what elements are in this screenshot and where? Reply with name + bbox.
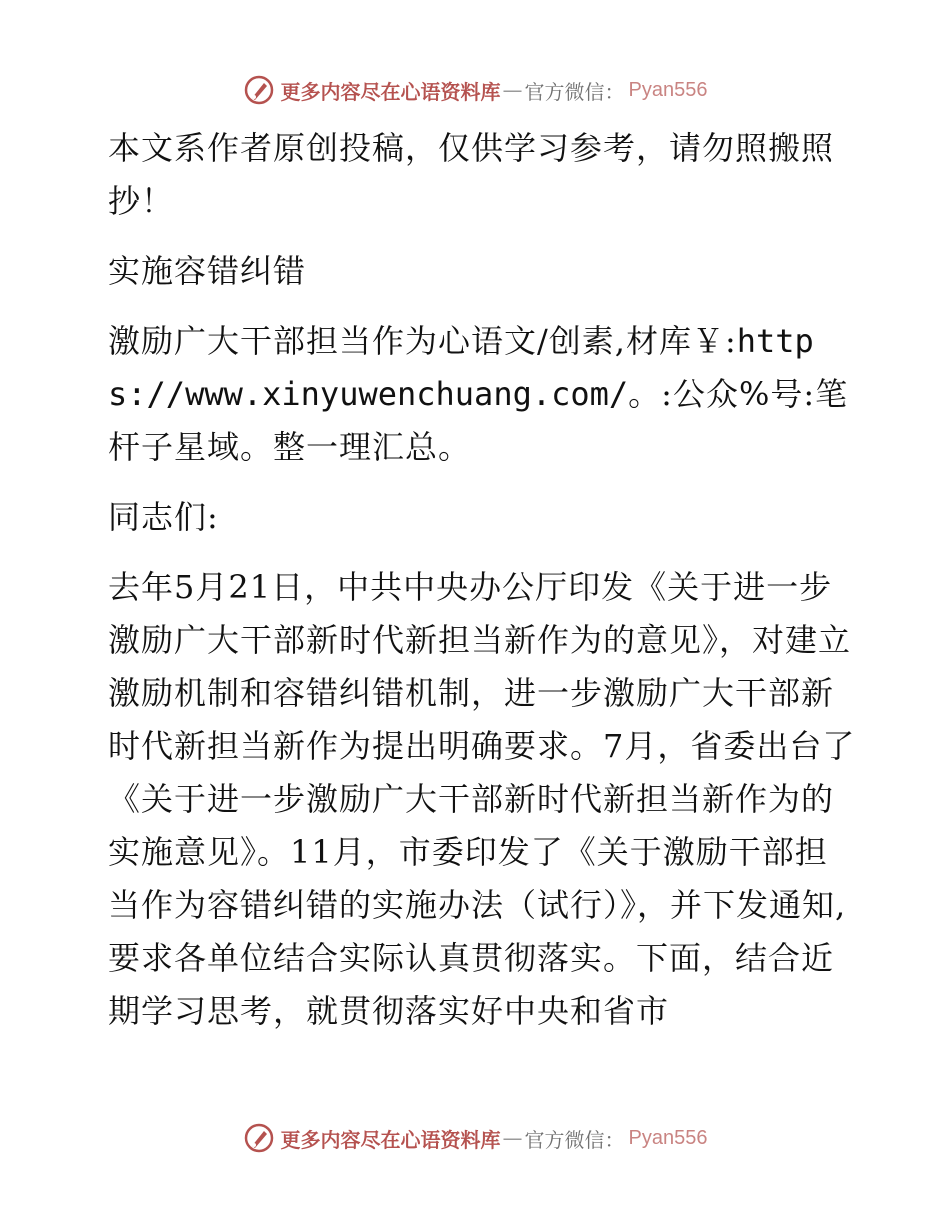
document-title: 实施容错纠错	[108, 252, 307, 290]
banner-handle: Pyan556	[628, 1126, 708, 1149]
pen-nib-logo-icon	[243, 74, 275, 106]
banner-dash: —	[502, 1126, 523, 1150]
notice-paragraph: 本文系作者原创投稿，仅供学习参考，请勿照搬照抄！	[108, 129, 835, 220]
header-banner	[0, 70, 950, 110]
document-body	[98, 122, 858, 1038]
info-paragraph	[98, 315, 858, 474]
info-text-part2: 。:公众%号:笔杆子星域。整一理汇总。	[108, 375, 849, 466]
banner-label: 官方微信：	[524, 1127, 625, 1152]
footer-banner	[0, 1118, 950, 1158]
banner-dash: —	[502, 78, 523, 102]
banner-label: 官方微信：	[524, 79, 625, 104]
pen-nib-logo-icon	[243, 1122, 275, 1154]
banner-brand: 更多内容尽在心语资料库	[280, 79, 501, 104]
banner-handle: Pyan556	[628, 78, 708, 101]
info-url: https://www.xinyuwenchuang.com/	[108, 322, 814, 413]
body-paragraph: 去年5月21日，中共中央办公厅印发《关于进一步激励广大干部新时代新担当新作为的意见》，对建立激励机制和容错纠错机制，进一步激励广大干部新时代新担当新作为提出明确要求。7月，省委出台了《关于进一步激励广大干部新时代新担当新作为的实施意见》。11月，市委印发了《关于激励干部担当作为容错纠错的实施办法（试行）》，并下发通知,要求各单位结合实际认真贯彻落实。下面，结合近期学习思考，就贯彻落实好中央和省市	[108, 568, 856, 1030]
banner-brand: 更多内容尽在心语资料库	[280, 1127, 501, 1152]
info-text-part1: 激励广大干部担当作为心语文/创素,材库￥:	[108, 322, 737, 360]
greeting: 同志们:	[108, 498, 219, 536]
